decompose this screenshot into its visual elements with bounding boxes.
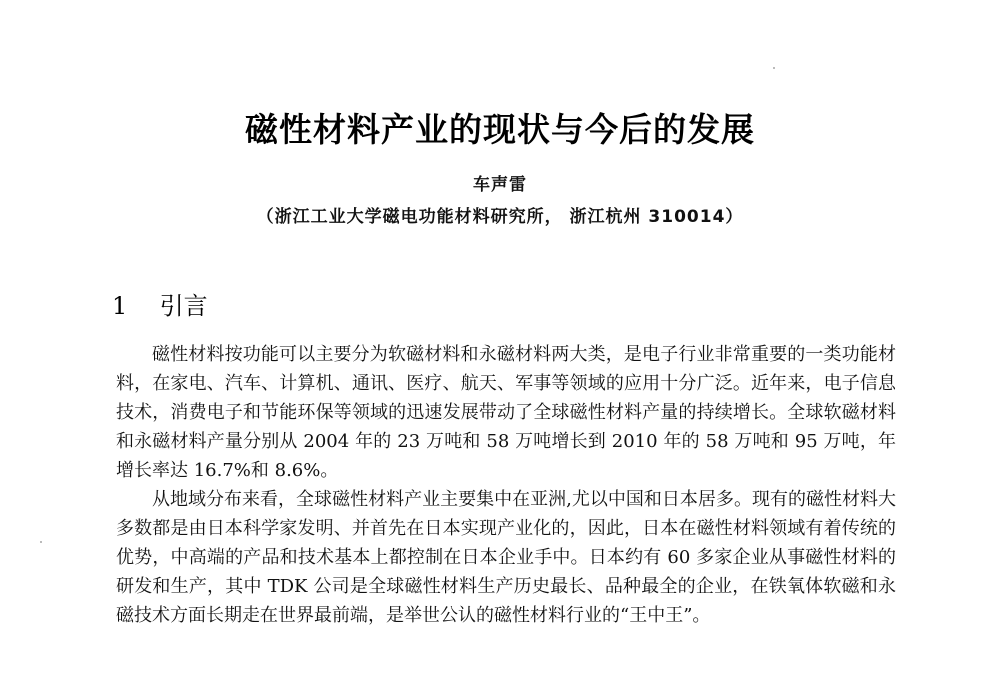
paragraph: 磁性材料按功能可以主要分为软磁材料和永磁材料两大类，是电子行业非常重要的一类功能材料，在家电、汽车、计算机、通讯、医疗、航天、军事等领域的应用十分广泛。近年来，电子信息技术，消费电子和节能环保等领域的迅速发展带动了全球磁性材料产量的持续增长。全球软磁材料和永磁材料产量分别从 2004 年的 23 万吨和 58 万吨增长到 2010 年的 58 万吨和 95 万吨，年增长率达 16.7%和 8.6%。 (116, 344, 896, 481)
scan-speck (40, 541, 42, 543)
section-number: 1 (112, 292, 128, 320)
paragraph: 从地域分布来看，全球磁性材料产业主要集中在亚洲,尤以中国和日本居多。现有的磁性材料大多数都是由日本科学家发明、并首先在日本实现产业化的，因此，日本在磁性材料领域有着传统的优势，中高端的产品和技术基本上都控制在日本企业手中。日本约有 60 多家企业从事磁性材料的研发和生产，其中 TDK 公司是全球磁性材料生产历史最长、品种最全的企业，在铁氧体软磁和永磁技术方面长期走在世界最前端，是举世公认的磁性材料行业的“王中王”。 (116, 489, 896, 626)
section-title: 引言 (159, 292, 208, 320)
scan-speck (773, 67, 775, 69)
author-name: 车声雷 (473, 175, 527, 195)
section-heading (112, 286, 208, 321)
paper-title: 磁性材料产业的现状与今后的发展 (245, 110, 755, 149)
author-affiliation: （浙江工业大学磁电功能材料研究所， 浙江杭州 310014） (256, 207, 744, 227)
body-text (116, 340, 896, 630)
